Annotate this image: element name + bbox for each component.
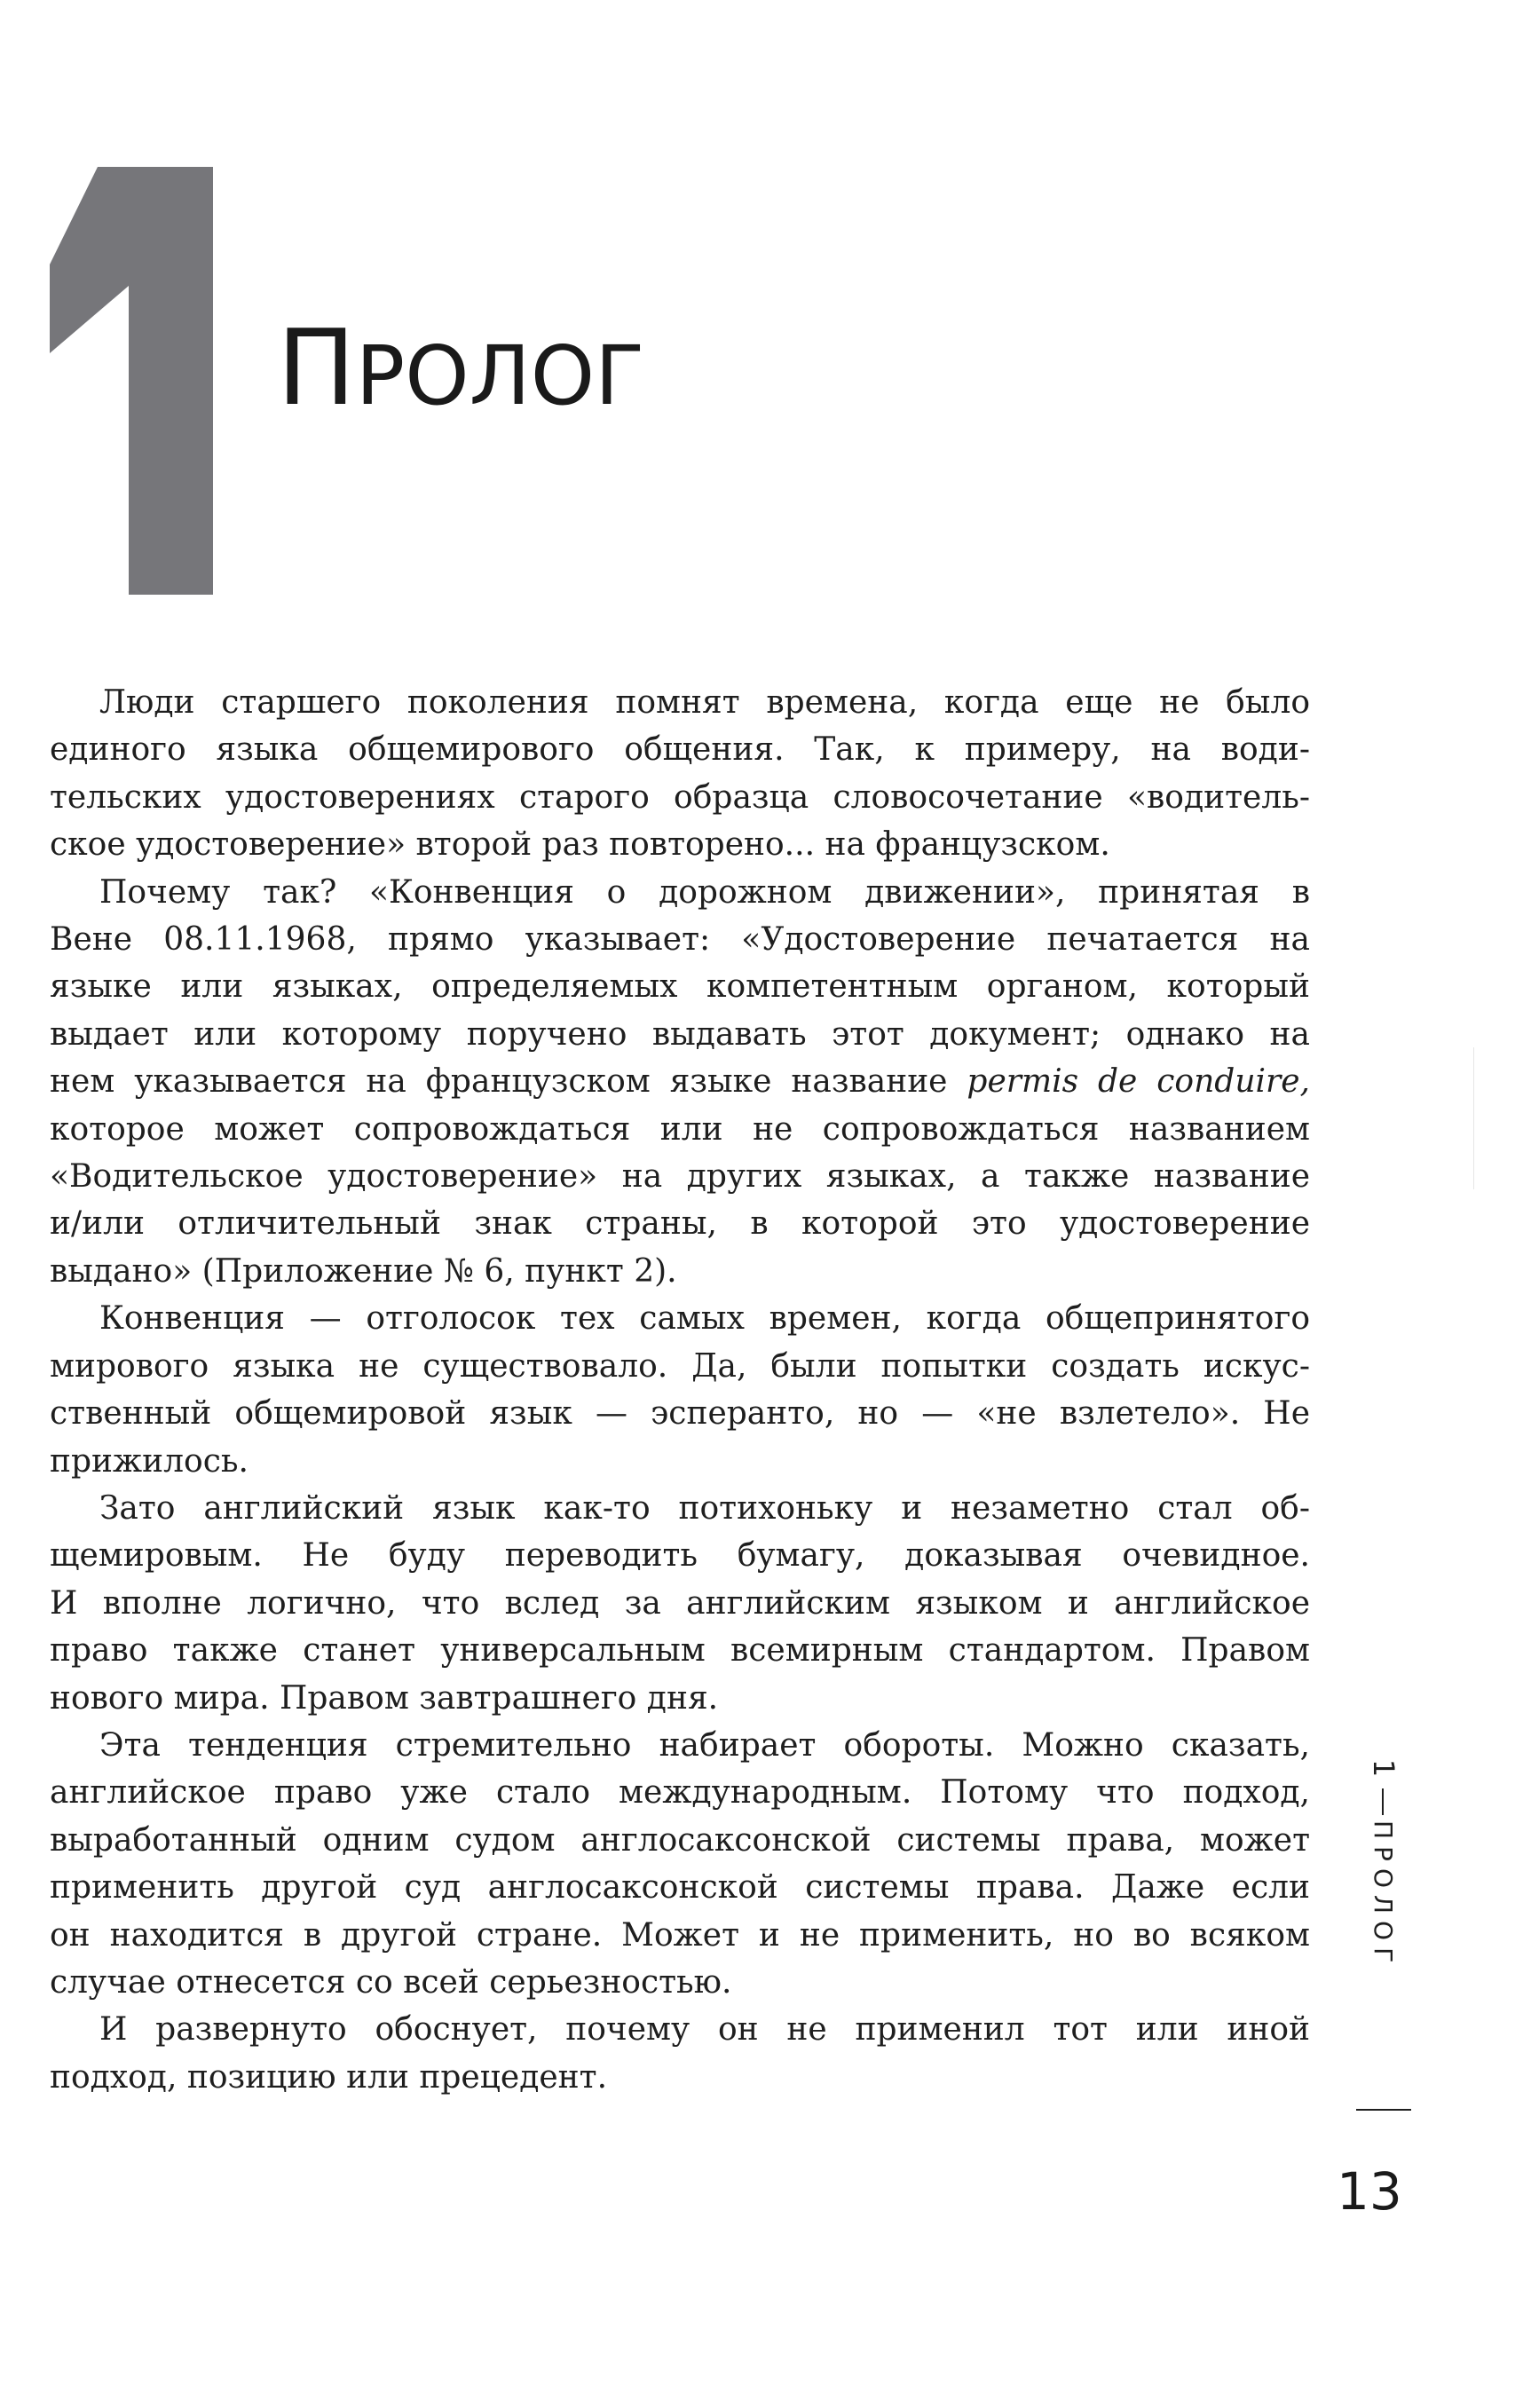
running-head-title: ПРОЛОГ <box>1369 1820 1398 1970</box>
paragraph-3 <box>50 1295 1310 1485</box>
text-line: щемировым. Не буду переводить бумагу, доказывая очевидное. <box>50 1537 1310 1575</box>
paragraph-4 <box>50 1485 1310 1722</box>
text-line: И развернуто обоснует, почему он не применил тот или иной <box>99 2011 1310 2049</box>
text-line: английское право уже стало международным. Потому что подход, <box>50 1774 1310 1812</box>
text-line: Эта тенденция стремительно набирает обороты. Можно сказать, <box>99 1726 1310 1764</box>
text-segment: нем указывается на французском языке название <box>50 1063 967 1101</box>
text-line: И вполне логично, что вслед за английским языком и английское <box>50 1584 1310 1622</box>
paragraph-2 <box>50 869 1310 1296</box>
page-number-rule <box>1356 2109 1411 2111</box>
text-line: единого языка общемирового общения. Так, к примеру, на води- <box>50 731 1310 769</box>
text-line: выработанный одним судом англосаксонской системы права, может <box>50 1821 1310 1859</box>
chapter-title-rest: РОЛОГ <box>355 328 645 423</box>
text-line: Конвенция — отголосок тех самых времен, когда общепринятого <box>99 1300 1310 1338</box>
text-line: Зато английский язык как-то потихоньку и незаметно стал об- <box>99 1489 1310 1527</box>
text-line: нового мира. Правом завтрашнего дня. <box>50 1679 719 1717</box>
chapter-body <box>50 679 1310 2101</box>
chapter-number-one-polygon <box>50 167 213 595</box>
paragraph-6 <box>50 2006 1310 2101</box>
paragraph-5 <box>50 1722 1310 2006</box>
page-scan-mark <box>1473 1047 1474 1189</box>
text-line: Почему так? «Конвенция о дорожном движении», принятая в <box>99 873 1310 911</box>
text-line: прижилось. <box>50 1442 249 1480</box>
text-line: тельских удостоверениях старого образца словосочетание «водитель- <box>50 778 1310 816</box>
text-line: мирового языка не существовало. Да, были попытки создать искус- <box>50 1347 1310 1385</box>
chapter-number-graphic <box>44 160 213 595</box>
text-line: применить другой суд англосаксонской системы права. Даже если <box>50 1869 1310 1907</box>
text-line: ственный общемировой язык — эсперанто, но — «не взлетело». Не <box>50 1395 1310 1433</box>
text-line: он находится в другой стране. Может и не применить, но во всяком <box>50 1916 1310 1954</box>
text-line: случае отнесется со всей серьезностью. <box>50 1963 732 2001</box>
running-head-divider <box>1382 1788 1384 1815</box>
text-line: Люди старшего поколения помнят времена, когда еще не было <box>99 684 1310 721</box>
text-line: которое может сопровождаться или не сопровождаться названием <box>50 1110 1310 1148</box>
text-line: право также станет универсальным всемирным стандартом. Правом <box>50 1632 1310 1670</box>
text-line-with-italic <box>50 1058 1310 1105</box>
chapter-number-one-shape <box>44 160 213 595</box>
italic-term: permis de conduire, <box>967 1063 1310 1101</box>
text-line: выдано» (Приложение № 6, пункт 2). <box>50 1252 677 1290</box>
running-head-chapter-number: 1 <box>1366 1758 1401 1778</box>
running-head <box>1356 1753 1409 1970</box>
text-line: подход, позицию или прецедент. <box>50 2058 608 2096</box>
text-line: «Водительское удостоверение» на других языках, а также название <box>50 1158 1310 1196</box>
text-line: Вене 08.11.1968, прямо указывает: «Удостоверение печатается на <box>50 921 1310 959</box>
text-line: языке или языках, определяемых компетентным органом, который <box>50 968 1310 1006</box>
page-number: 13 <box>1337 2161 1402 2222</box>
chapter-title <box>277 306 645 429</box>
text-line: ское удостоверение» второй раз повторено... на французском. <box>50 826 1110 864</box>
text-line: выдает или которому поручено выдавать этот документ; однако на <box>50 1015 1310 1053</box>
text-line: и/или отличительный знак страны, в которой это удостоверение <box>50 1205 1310 1243</box>
paragraph-1 <box>50 679 1310 869</box>
chapter-title-initial: П <box>277 306 356 429</box>
